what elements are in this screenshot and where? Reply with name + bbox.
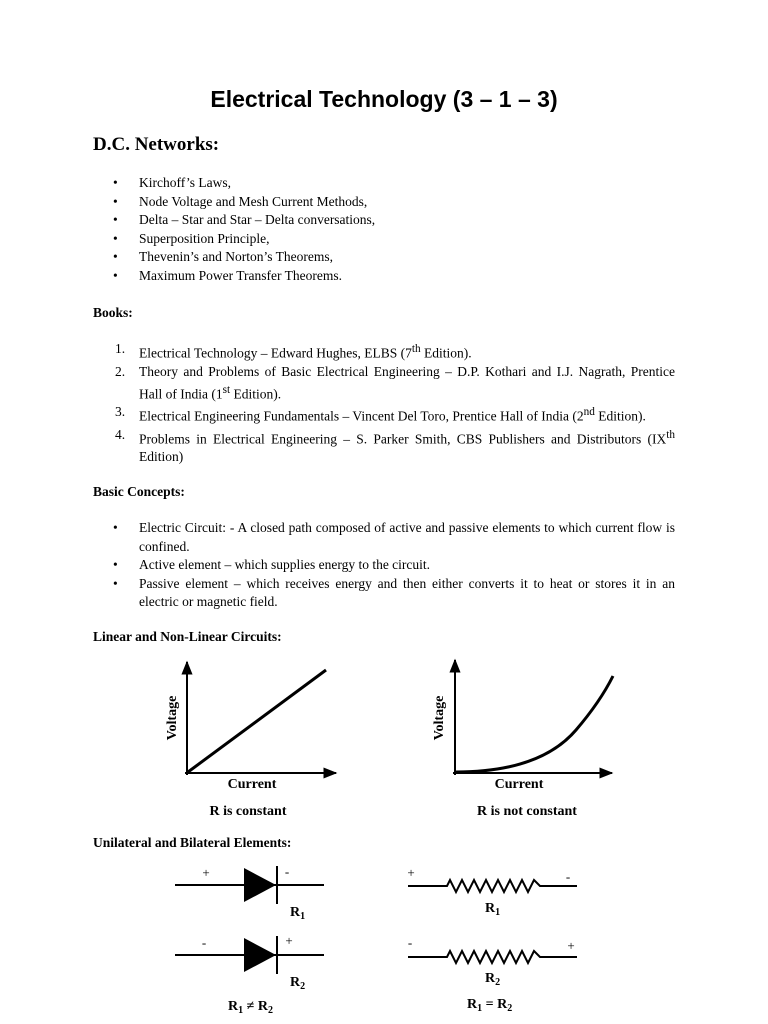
minus-sign: - [284,864,290,879]
minus-sign: - [407,935,413,950]
plus-sign: + [285,933,293,948]
r2-label: $R_2$ [290,975,306,992]
list-item: • Electric Circuit: - A closed path composed of active and passive elements to which current flow is confined. [113,520,675,554]
basic-concepts-heading: Basic Concepts: [93,484,185,499]
bullet: • [113,230,118,246]
y-axis-label: Voltage [432,695,447,741]
linear-caption: R is constant [209,804,287,819]
linear-graph [165,662,336,819]
section-heading: D.C. Networks: [93,134,220,155]
bullet: • [113,249,118,264]
bullet: • [113,193,118,209]
list-item: 1. Electrical Technology – Edward Hughes, ELBS (7th Edition). [115,341,472,361]
bullet: • [113,575,118,591]
list-item: • Node Voltage and Mesh Current Methods, [113,193,675,212]
list-item: 2. Theory and Problems of Basic Electrical Engineering – D.P. Kothari and I.J. Nagrath, Prentice Hall of India (1st Edition). [115,363,675,401]
list-item: • Thevenin’s and Norton’s Theorems, [113,248,675,267]
bullet: • [113,267,118,283]
nonlinear-caption: R is not constant [477,804,577,819]
diode-triangle [244,868,276,902]
books-heading: Books: [93,305,133,320]
minus-sign: - [565,869,571,884]
resistor-zigzag [408,951,577,963]
resistor-2 [408,935,577,988]
list-item: • Maximum Power Transfer Theorems. [113,267,675,286]
bullet: • [113,212,118,227]
plus-sign: + [202,865,210,880]
page-title: Electrical Technology (3 – 1 – 3) [210,86,558,112]
diode-reverse [175,933,324,992]
bullet: • [113,557,118,572]
x-axis-label: Current [494,777,544,792]
minus-sign: - [201,935,207,950]
list-item: 4. Problems in Electrical Engineering – S. Parker Smith, CBS Publishers and Distributors (IXth Edition) [115,426,675,464]
list-item: 3. Electrical Engineering Fundamentals – Vincent Del Toro, Prentice Hall of India (2nd Edition). [115,404,646,424]
r1-label: $R_1$ [290,905,306,922]
r2-label: $R_2$ [485,971,501,988]
r1-label: $R_1$ [485,901,501,918]
y-axis-label: Voltage [165,695,180,741]
resistor-zigzag [408,880,577,892]
nonlinear-graph [432,660,613,819]
nonlinear-curve [456,676,613,772]
bullet: • [113,175,118,190]
list-item: • Passive element – which receives energy and then either converts it to heat or stores it in an electric or magnetic field. [113,575,675,609]
diode-forward [175,864,324,922]
diode-caption: $R_1 \ne R_2$ [228,999,273,1016]
x-axis-label: Current [227,777,277,792]
bullet: • [113,520,118,535]
list-item: • Delta – Star and Star – Delta conversations, [113,211,675,230]
list-item: • Active element – which supplies energy to the circuit. [113,556,675,575]
list-item: • Superposition Principle, [113,230,675,249]
linear-heading: Linear and Non-Linear Circuits: [93,629,282,644]
plus-sign: + [567,938,575,953]
linear-curve [188,670,326,772]
resistor-1 [407,865,577,918]
plus-sign: + [407,865,415,880]
unilateral-heading: Unilateral and Bilateral Elements: [93,835,292,850]
resistor-caption: $R_1 = R_2$ [467,997,513,1014]
list-item: • Kirchoff’s Laws, [113,174,675,193]
diode-triangle [244,938,276,972]
